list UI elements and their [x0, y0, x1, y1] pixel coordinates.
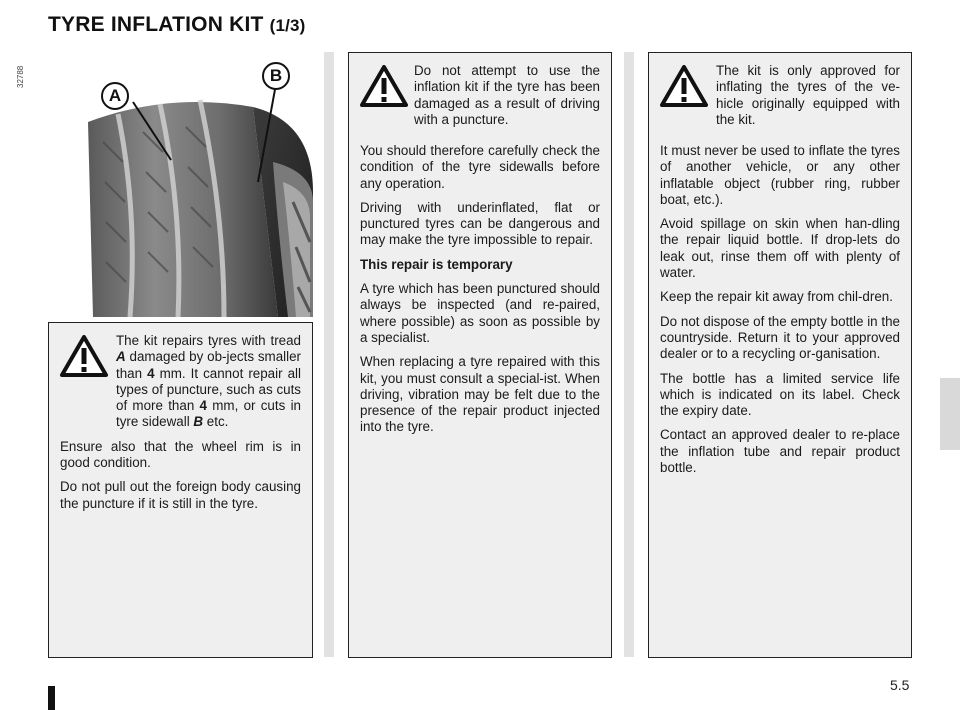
- sidewall-letter: B: [193, 414, 204, 430]
- corner-mark: [48, 686, 55, 710]
- callout-a: A: [101, 82, 129, 110]
- other-vehicles-text: It must never be used to inflate the tyres of another vehicle, or any other inflatable object (rubber ring, rubber boat, etc.).: [660, 143, 900, 207]
- text-span: mm. It cannot repair all types of puncture, such as cuts of more than: [116, 365, 301, 414]
- disposal-text: Do not dispose of the empty bottle in the countryside. Return it to your approved dealer or to a recycling or-ganisation.: [660, 313, 900, 362]
- check-sidewalls-text: You should therefore carefully check the condition of the tyre sidewalls before any operation.: [360, 143, 600, 191]
- foreign-body-text: Do not pull out the foreign body causing the puncture if it is still in the tyre.: [60, 479, 301, 511]
- approval-text: The kit is only approved for inflating the tyres of the ve-hicle originally equipped with the kit.: [716, 63, 900, 127]
- service-life-text: The bottle has a limited service life which is indicated on its label. Check the expiry date.: [660, 370, 900, 419]
- inspection-text: A tyre which has been punctured should always be inspected (and re-paired, where possible) as soon as possible by a specialist.: [360, 281, 600, 345]
- warning-triangle-icon: [360, 65, 408, 107]
- panel-lead: [660, 63, 900, 135]
- warning-triangle-icon: [660, 65, 708, 107]
- column-divider-1: [324, 52, 334, 657]
- text-span: etc.: [203, 414, 229, 430]
- page-title: [48, 13, 306, 37]
- panel-lead: [360, 63, 600, 135]
- warning-panel-usage: [348, 52, 612, 658]
- driving-danger-text: Driving with underinflated, flat or punctured tyres can be dangerous and may make the tyre impossible to repair.: [360, 199, 600, 248]
- page-number: 5.5: [890, 677, 910, 693]
- dealer-contact-text: Contact an approved dealer to re-place the inflation tube and repair product bottle.: [660, 427, 900, 476]
- image-reference-code: 32788: [16, 65, 25, 88]
- text-span: mm, or cuts in tyre sidewall: [116, 398, 301, 430]
- text-span: The kit repairs tyres with tread: [116, 333, 301, 348]
- children-text: Keep the repair kit away from chil-dren.: [660, 289, 893, 305]
- text-span: damaged by ob-jects smaller than: [116, 349, 301, 381]
- section-tab: [940, 378, 960, 450]
- tread-letter: A: [116, 349, 126, 365]
- usage-warning-text: Do not attempt to use the inflation kit if the tyre has been damaged as a result of driving with a puncture.: [414, 63, 600, 127]
- warning-triangle-icon: [60, 335, 108, 377]
- title-suffix: (1/3): [269, 16, 306, 35]
- temporary-repair-heading: This repair is temporary: [360, 256, 513, 272]
- column-divider-2: [624, 52, 634, 657]
- size-4: 4: [199, 398, 207, 414]
- spillage-text: Avoid spillage on skin when han-dling the repair liquid bottle. If drop-lets do leak out, rinse them off with plenty of water.: [660, 216, 900, 281]
- warning-panel-approval: [648, 52, 912, 658]
- title-main: TYRE INFLATION KIT: [48, 13, 264, 36]
- replacement-text: When replacing a tyre repaired with this kit, you must consult a special-ist. When driving, vibration may be felt due to the presence of the repair product injected into the tyre.: [360, 354, 600, 435]
- tyre-illustration: [48, 52, 313, 317]
- tyre-photo: [48, 52, 313, 317]
- panel-lead: [60, 333, 301, 431]
- rim-condition-text: Ensure also that the wheel rim is in good condition.: [60, 438, 301, 471]
- warning-panel-repair-scope: [48, 322, 313, 658]
- size-4: 4: [147, 365, 155, 381]
- callout-b: B: [262, 62, 290, 90]
